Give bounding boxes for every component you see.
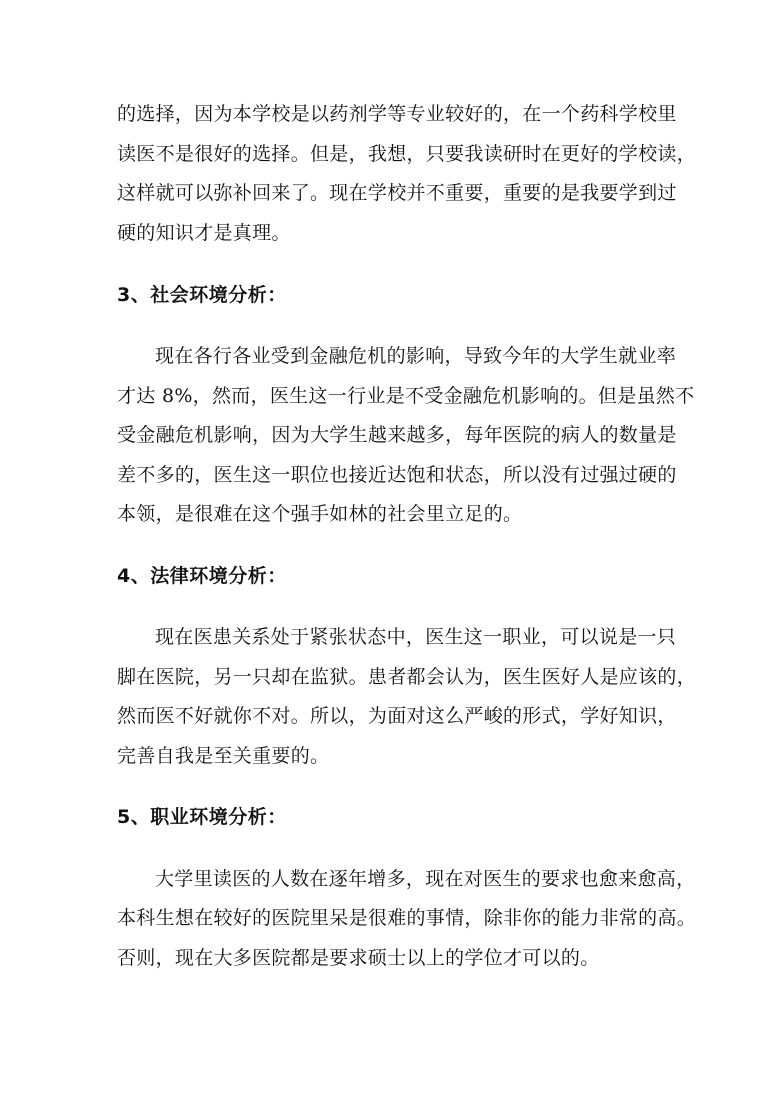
paragraph-line: 现在各行各业受到金融危机的影响，导致今年的大学生就业率 [155, 345, 677, 367]
section-heading-3: 3、社会环境分析： [117, 284, 287, 306]
paragraph-line: 才达 8%，然而，医生这一行业是不受金融危机影响的。但是虽然不 [117, 385, 695, 407]
paragraph-line: 这样就可以弥补回来了。现在学校并不重要，重要的是我要学到过 [117, 182, 677, 204]
paragraph-line: 然而医不好就你不对。所以，为面对这么严峻的形式，学好知识， [117, 705, 677, 727]
paragraph-line: 读医不是很好的选择。但是，我想，只要我读研时在更好的学校读， [117, 143, 697, 165]
paragraph-line: 差不多的，医生这一职位也接近达饱和状态，所以没有过强过硬的 [117, 464, 677, 486]
paragraph-line: 本科生想在较好的医院里呆是很难的事情，除非你的能力非常的高。 [117, 907, 697, 929]
paragraph-line: 完善自我是至关重要的。 [117, 745, 330, 767]
paragraph-line: 本领，是很难在这个强手如林的社会里立足的。 [117, 503, 523, 525]
paragraph-line: 受金融危机影响，因为大学生越来越多，每年医院的病人的数量是 [117, 424, 677, 446]
paragraph-line: 硬的知识才是真理。 [117, 222, 291, 244]
section-heading-4: 4、法律环境分析： [117, 565, 287, 587]
paragraph-line: 大学里读医的人数在逐年增多，现在对医生的要求也愈来愈高， [155, 868, 696, 890]
paragraph-line: 的选择，因为本学校是以药剂学等专业较好的，在一个药科学校里 [117, 103, 677, 125]
paragraph-line: 现在医患关系处于紧张状态中，医生这一职业，可以说是一只 [155, 626, 677, 648]
paragraph-line: 否则，现在大多医院都是要求硕士以上的学位才可以的。 [117, 947, 600, 969]
section-heading-5: 5、职业环境分析： [117, 806, 287, 828]
paragraph-line: 脚在医院，另一只却在监狱。患者都会认为，医生医好人是应该的， [117, 666, 697, 688]
